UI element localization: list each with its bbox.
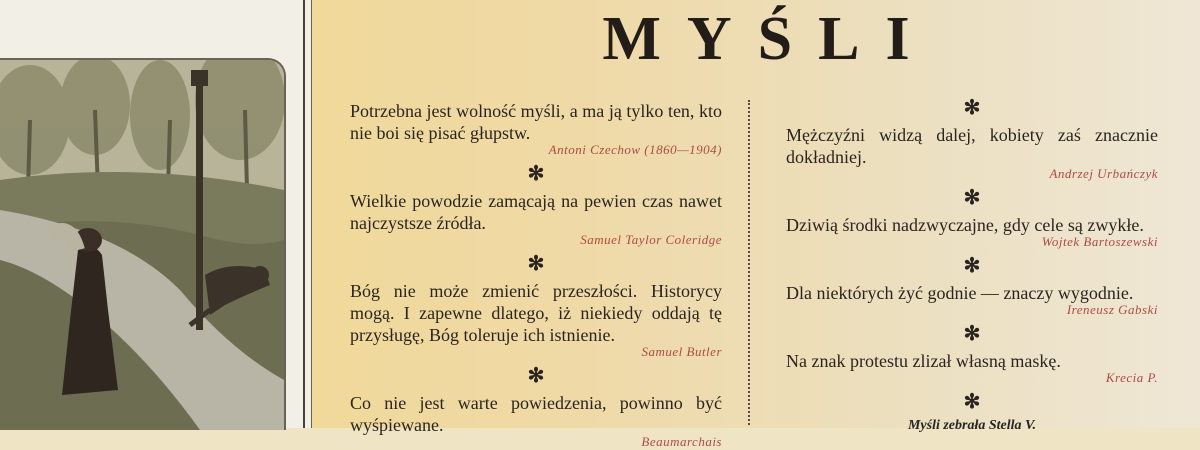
- quote-text: Bóg nie może zmienić przeszłości. Historycy mogą. I zapewne dlatego, iż niekiedy oddają tę przysługę, Bóg toleruje ich istnienie.: [350, 281, 722, 345]
- left-column: [350, 100, 722, 450]
- quote-text: Na znak protestu zlizał własną maskę.: [786, 351, 1061, 371]
- quotes-page: [312, 0, 1200, 449]
- quote-item: [786, 282, 1158, 318]
- divider: [303, 0, 305, 428]
- asterisk-icon: ✻: [963, 391, 981, 413]
- asterisk-icon: ✻: [963, 187, 981, 209]
- quote-author: Krecia P.: [1105, 370, 1158, 385]
- quote-text: Dla niektórych żyć godnie — znaczy wygodnie.: [786, 283, 1134, 303]
- quote-text: Dziwią środki nadzwyczajne, gdy cele są zwykłe.: [786, 215, 1144, 235]
- quote-author: Beaumarchais: [641, 434, 722, 449]
- asterisk-icon: ✻: [527, 253, 545, 275]
- compiler-credit: Myśli zebrała Stella V.: [907, 418, 1037, 433]
- asterisk-icon: ✻: [963, 323, 981, 345]
- quote-author: Ireneusz Gabski: [1066, 302, 1158, 317]
- asterisk-icon: ✻: [527, 163, 545, 185]
- quote-text: Wielkie powodzie zamącają na pewien czas nawet najczystsze źródła.: [350, 191, 722, 233]
- right-column: [786, 92, 1158, 434]
- quote-author: Antoni Czechow (1860—1904): [548, 142, 722, 157]
- quote-author: Wojtek Bartoszewski: [1041, 234, 1158, 249]
- photo-panel: [0, 0, 312, 428]
- asterisk-icon: ✻: [963, 97, 981, 119]
- quote-item: [786, 350, 1158, 386]
- quote-item: [786, 124, 1158, 182]
- column-divider: [748, 100, 750, 425]
- asterisk-icon: ✻: [963, 255, 981, 277]
- park-illustration: [0, 60, 284, 430]
- quote-author: Samuel Butler: [641, 344, 722, 359]
- park-photo: [0, 58, 286, 430]
- quote-text: Potrzebna jest wolność myśli, a ma ją tylko ten, kto nie boi się pisać głupstw.: [350, 101, 722, 143]
- asterisk-icon: ✻: [527, 365, 545, 387]
- quote-item: [350, 280, 722, 360]
- quote-author: Samuel Taylor Coleridge: [580, 232, 722, 247]
- quote-item: [786, 214, 1158, 250]
- quote-text: Mężczyźni widzą dalej, kobiety zaś znacznie dokładniej.: [786, 125, 1158, 167]
- quote-item: [350, 392, 722, 450]
- quote-text: Co nie jest warte powiedzenia, powinno być wyśpiewane.: [350, 393, 722, 435]
- quote-item: [350, 190, 722, 248]
- page-title: MYŚLI: [602, 5, 936, 73]
- quote-author: Andrzej Urbańczyk: [1049, 166, 1158, 181]
- quote-item: [350, 100, 722, 158]
